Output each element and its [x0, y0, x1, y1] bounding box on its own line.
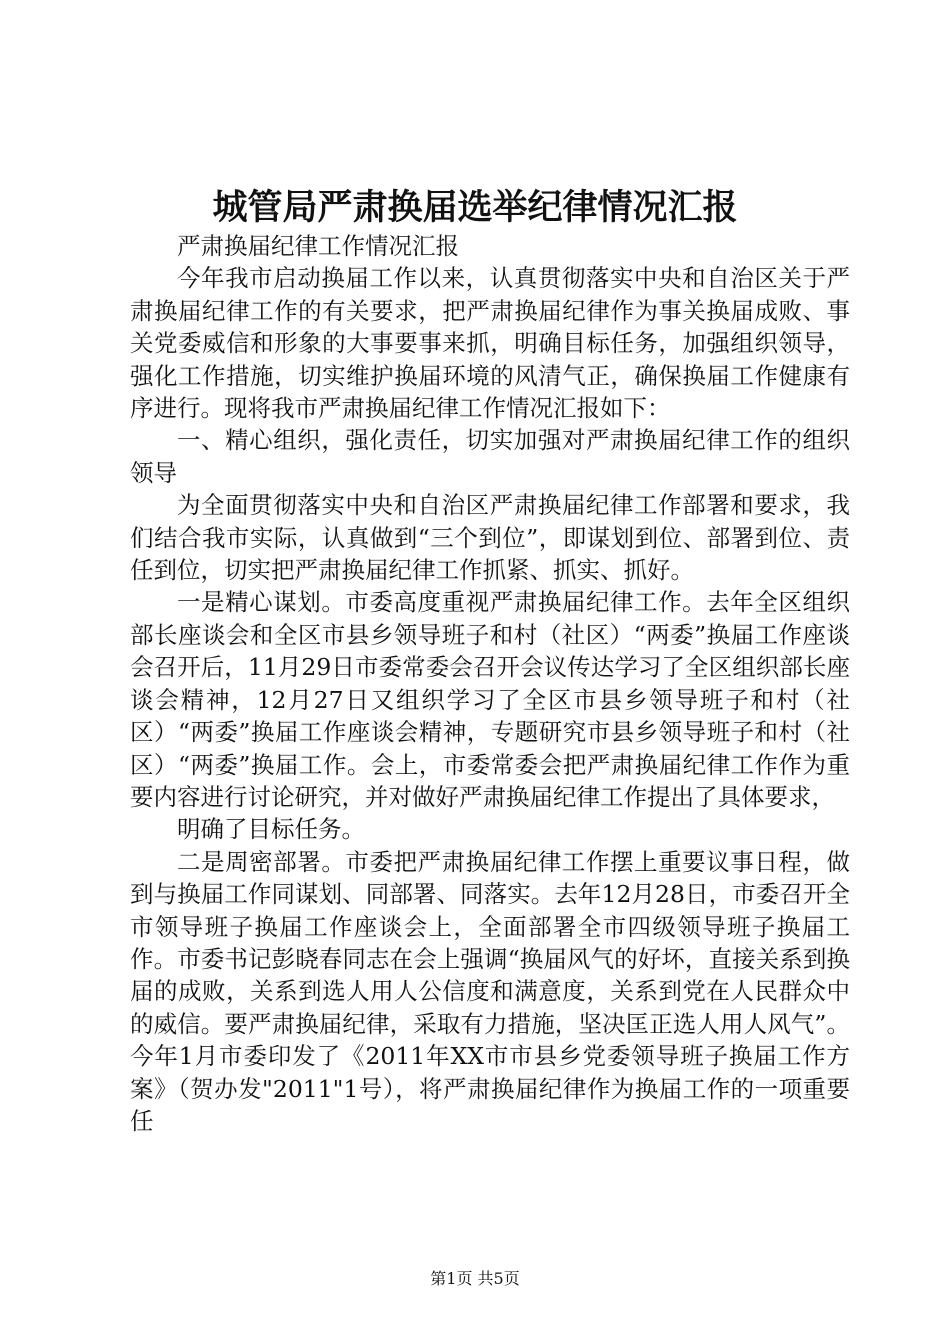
body-paragraph: 明确了目标任务。	[177, 815, 365, 844]
subtitle-paragraph: 严肃换届纪律工作情况汇报	[177, 232, 459, 260]
body-paragraph: 一是精心谋划。市委高度重视严肃换届纪律工作。去年全区组织部长座谈会和全区市县乡领导班子和村（社区）“两委”换届工作座谈会召开后，11月29日市委常委会召开会议传达学习了全区组织部长座谈会精神，12月27日又组织学习了全区市县乡领导班子和村（社区）“两委”换届工作座谈会精神，专题研究市县乡领导班子和村（社区）“两委”换届工作。会上，市委常委会把严肃换届纪律工作作为重要内容进行讨论研究，并对做好严肃换届纪律工作提出了具体要求，	[130, 588, 850, 811]
page-footer: 第1页 共5页	[430, 1269, 520, 1288]
section-heading: 一、精心组织，强化责任，切实加强对严肃换届纪律工作的组织领导	[130, 426, 850, 487]
document-body	[130, 230, 850, 1137]
intro-paragraph: 今年我市启动换届工作以来，认真贯彻落实中央和自治区关于严肃换届纪律工作的有关要求，把严肃换届纪律作为事关换届成败、事关党委威信和形象的大事要事来抓，明确目标任务，加强组织领导，强化工作措施，切实维护换届环境的风清气正，确保换届工作健康有序进行。现将我市严肃换届纪律工作情况汇报如下：	[130, 264, 850, 423]
body-paragraph: 二是周密部署。市委把严肃换届纪律工作摆上重要议事日程，做到与换届工作同谋划、同部署、同落实。去年12月28日，市委召开全市领导班子换届工作座谈会上，全面部署全市四级领导班子换届工作。市委书记彭晓春同志在会上强调“换届风气的好坏，直接关系到换届的成败，关系到选人用人公信度和满意度，关系到党在人民群众中的威信。要严肃换届纪律，采取有力措施，坚决匡正选人用人风气”。今年1月市委印发了《2011年XX市市县乡党委领导班子换届工作方案》（贺办发"2011"1号），将严肃换届纪律作为换届工作的一项重要任	[130, 847, 850, 1135]
document-title: 城管局严肃换届选举纪律情况汇报	[212, 187, 738, 228]
body-paragraph: 为全面贯彻落实中央和自治区严肃换届纪律工作部署和要求，我们结合我市实际，认真做到“三个到位”，即谋划到位、部署到位、责任到位，切实把严肃换届纪律工作抓紧、抓实、抓好。	[130, 491, 850, 585]
